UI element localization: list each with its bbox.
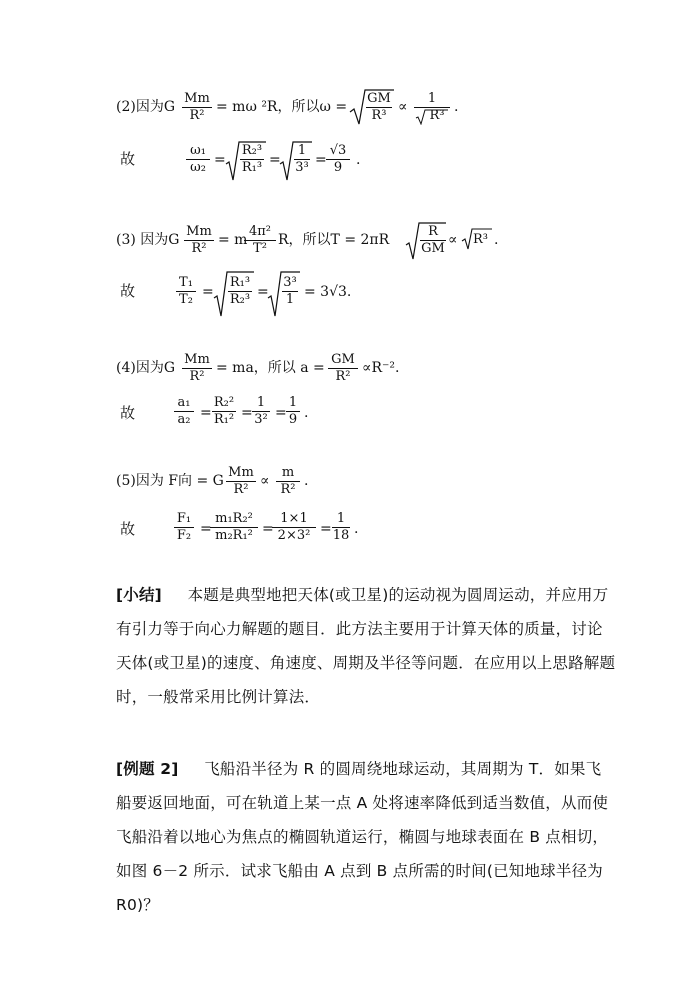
eq3-sqrt-r3: R³ xyxy=(462,227,492,251)
eq3-result: = 3√3. xyxy=(304,284,352,300)
eq5-ratio-f: F₁ F₂ xyxy=(174,512,194,544)
eq2-prop: ∝ xyxy=(398,99,408,115)
equation-3-line1: (3) 因为G Mm R² = m 4π² T² R，所以T = 2πR R GM ∝ R³ . xyxy=(116,223,516,263)
eq3-fraction-4pi2-t2: 4π² T² xyxy=(244,225,276,257)
gu-label: 故 xyxy=(120,404,136,422)
eq4-fraction-gm-r2: GM R² xyxy=(328,353,358,385)
eq2-ratio-omega: ω₁ ω₂ xyxy=(186,144,210,176)
example-tag: [例题 2] xyxy=(116,760,179,778)
eq4-result: 1 9 xyxy=(286,396,300,428)
equation-2-line1 xyxy=(116,92,476,132)
summary-paragraph xyxy=(116,578,616,714)
eq2-fraction-mm-r2: Mm R² xyxy=(182,92,212,124)
eq2-sqrt-r-ratio: R₂³ R₁³ xyxy=(226,140,266,182)
eq2-sqrt-gm-r3: GM R³ xyxy=(350,88,394,128)
equation-5-line2: 故 F₁ F₂ = m₁R₂² m₂R₁² = 1×1 2×3² = 1 18 . xyxy=(120,511,359,544)
summary-text: 本题是典型地把天体(或卫星)的运动视为圆周运动，并应用万有引力等于向心力解题的题目．此方法主要用于计算天体的质量，讨论天体(或卫星)的速度、角速度、周期及半径等问题．在应用以上思路解题时，一般常采用比例计算法． xyxy=(116,586,616,706)
gu-label: 故 xyxy=(120,282,136,300)
example-text: 飞船沿半径为 R 的圆周绕地球运动，其周期为 T．如果飞船要返回地面，可在轨道上某一点 A 处将速率降低到适当数值，从而使飞船沿着以地心为焦点的椭圆轨道运行，椭圆与地球表面在 B 点相切，如图 6－2 所示．试求飞船由 A 点到 B 点所需的时间(已知地球半径为 R0)？ xyxy=(116,760,609,914)
equation-3-line2: 故 T₁ T₂ = R₁³ R₂³ = 3³ 1 = 3√3. xyxy=(116,270,376,320)
eq5-fraction-m-r2: m R² xyxy=(276,466,300,498)
eq3-fraction-mm-r2: Mm R² xyxy=(184,225,214,257)
equation-5-line1: (5)因为 F向 = G Mm R² ∝ m R² . xyxy=(116,465,309,498)
gu-label: 故 xyxy=(120,520,136,538)
eq2-end: . xyxy=(454,99,459,115)
eq2-prefix: (2)因为G xyxy=(116,99,176,115)
eq3-prefix: (3) 因为G xyxy=(116,232,180,248)
eq2-sqrt-1-27: 1 3³ xyxy=(280,140,312,182)
eq2-middle: = mω ²R，所以ω = xyxy=(216,99,348,115)
example-paragraph xyxy=(116,752,616,922)
equation-4-line1: (4)因为G Mm R² = ma，所以 a = GM R² ∝R⁻². xyxy=(116,352,400,385)
eq4-ratio-a: a₁ a₂ xyxy=(174,396,194,428)
eq3-sqrt-27: 3³ 1 xyxy=(268,270,300,318)
eq2-fraction-1-sqrtr3: 1 R³ xyxy=(414,92,450,124)
eq5-mass-radius-ratio: m₁R₂² m₂R₁² xyxy=(210,512,258,544)
eq3-sqrt-r-gm: R GM xyxy=(406,221,446,261)
summary-tag: [小结] xyxy=(116,586,162,604)
eq4-fraction-mm-r2: Mm R² xyxy=(182,353,212,385)
equation-4-line2: 故 a₁ a₂ = R₂² R₁² = 1 3² = 1 9 . xyxy=(120,395,309,428)
gu-label: 故 xyxy=(120,150,136,168)
eq4-r-ratio: R₂² R₁² xyxy=(213,395,235,428)
eq5-result: 1 18 xyxy=(332,511,350,544)
eq2-result: √3 9 xyxy=(326,144,350,176)
eq3-sqrt-r-ratio: R₁³ R₂³ xyxy=(214,270,254,318)
equation-2-line2: 故 ω₁ ω₂ = R₂³ R₁³ = 1 3³ = √3 9 . xyxy=(116,140,376,184)
eq5-fraction-mm-r2: Mm R² xyxy=(226,466,256,498)
eq3-ratio-t: T₁ T₂ xyxy=(176,276,196,308)
